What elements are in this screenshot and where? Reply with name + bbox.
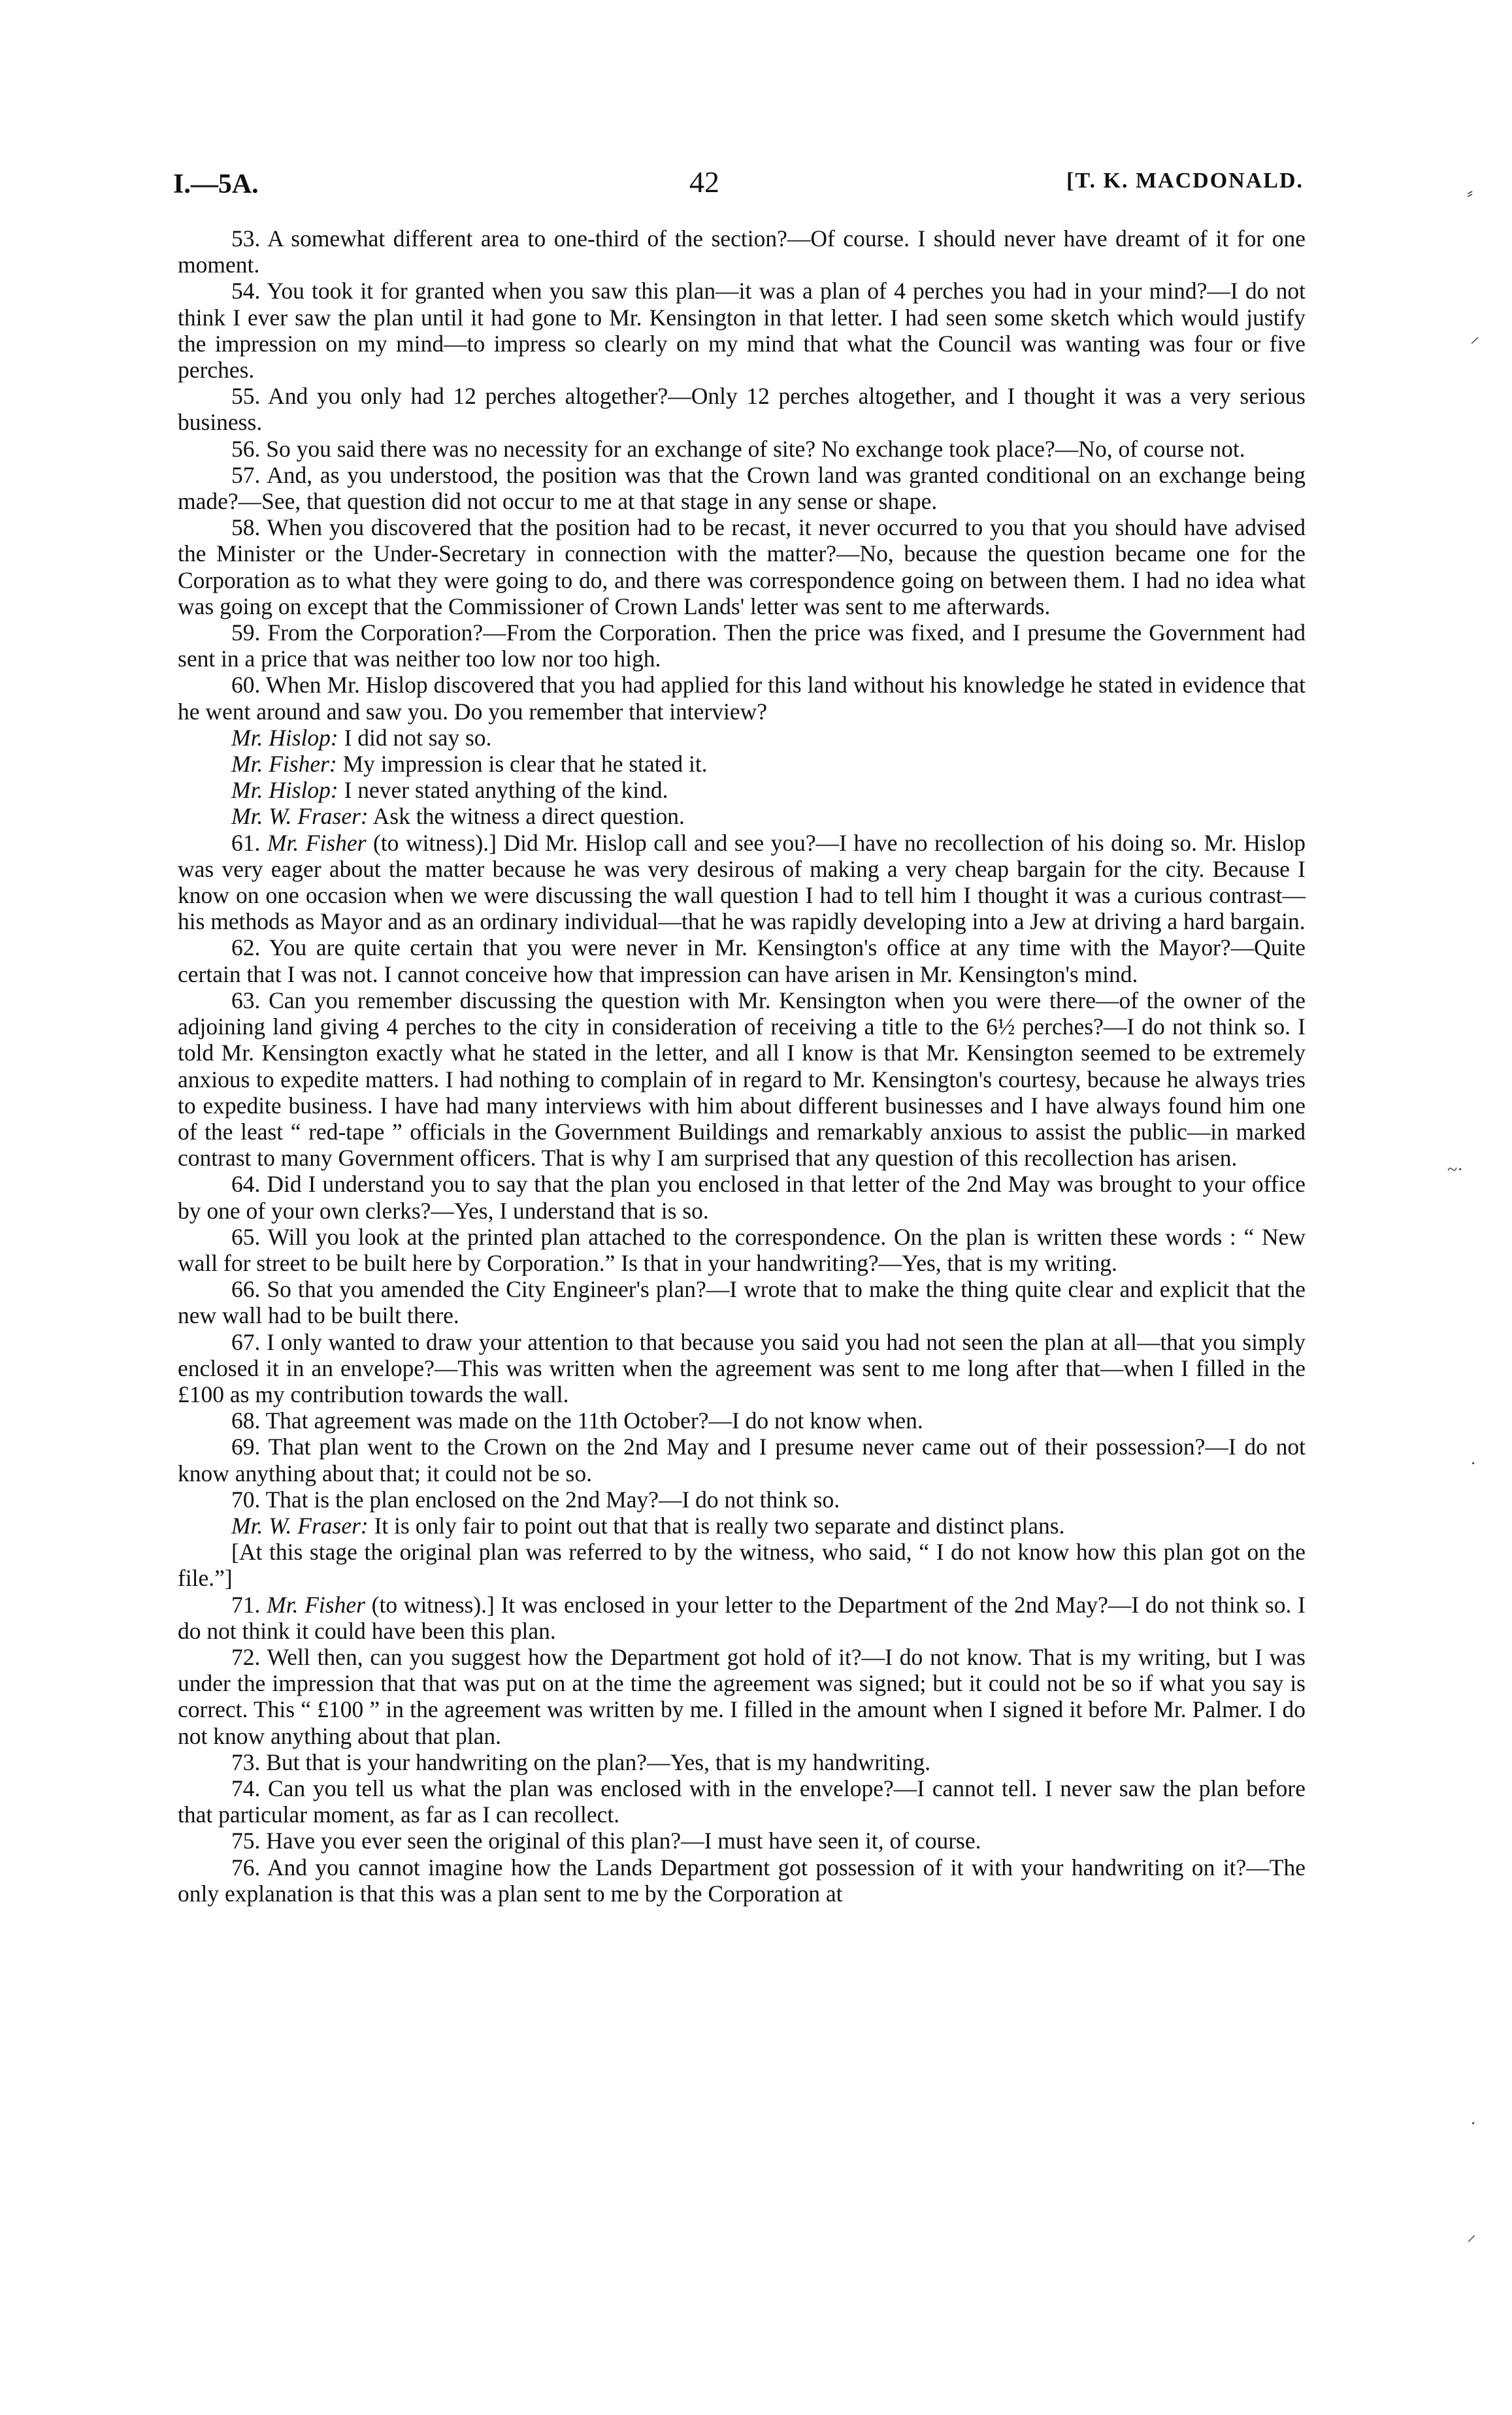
- transcript-paragraph: [178, 514, 1306, 619]
- transcript-paragraph: [178, 1854, 1306, 1907]
- paragraph-text: 73. But that is your handwriting on the plan?—Yes, that is my handwriting.: [231, 1749, 931, 1775]
- transcript-paragraph: [178, 1513, 1306, 1539]
- paragraph-text: 58. When you discovered that the position had to be recast, it never occurred to you that you should have advised the Minister or the Under-Secretary in connection with the matter?—No, because the question became one for the Corporation as to what they were going to do, and there was correspondence going on between them. I had no idea what was going on except that the Commissioner of Crown Lands' letter was sent to me afterwards.: [178, 514, 1306, 619]
- speaker-name: Mr. Fisher: [267, 829, 367, 856]
- transcript-paragraph: [178, 225, 1306, 278]
- speaker-name: Mr. Fisher: [267, 1591, 365, 1618]
- paragraph-text: I did not say so.: [344, 724, 492, 751]
- paragraph-text: 70. That is the plan enclosed on the 2nd May?—I do not think so.: [231, 1486, 840, 1513]
- paragraph-text: 75. Have you ever seen the original of this plan?—I must have seen it, of course.: [231, 1828, 981, 1854]
- transcript-paragraph: [178, 619, 1306, 672]
- transcript-paragraph: [178, 1407, 1306, 1434]
- paragraph-text: 64. Did I understand you to say that the plan you enclosed in that letter of the 2nd May was brought to your office by one of your own clerks?—Yes, I understand that is so.: [178, 1171, 1306, 1224]
- margin-mark: ~·: [1447, 1160, 1464, 1180]
- paragraph-text: 55. And you only had 12 perches altogether?—Only 12 perches altogether, and I thought it was a very serious business.: [178, 383, 1306, 436]
- paragraph-text: I never stated anything of the kind.: [344, 777, 668, 804]
- paper-reference: I.—5A.: [173, 169, 259, 199]
- paragraph-text: 65. Will you look at the printed plan attached to the correspondence. On the plan is written these words : “ New wall for street to be built here by Corporation.” Is that in your handwriting?—Yes, that is my writing.: [178, 1223, 1306, 1276]
- transcript-paragraph: [178, 1171, 1306, 1223]
- paragraph-text: 53. A somewhat different area to one-third of the section?—Of course. I should never have dreamt of it for one moment.: [178, 225, 1306, 278]
- page-header: [173, 157, 1304, 209]
- paragraph-text: 54. You took it for granted when you saw this plan—it was a plan of 4 perches you had in your mind?—I do not think I ever saw the plan until it had gone to Mr. Kensington in that letter. I had seen some sketch which would justify the impression on my mind—to impress so clearly on my mind that what the Council was wanting was four or five perches.: [178, 278, 1306, 384]
- paragraph-text: 59. From the Corporation?—From the Corporation. Then the price was fixed, and I presume the Government had sent in a price that was neither too low nor too high.: [178, 619, 1306, 672]
- transcript-paragraph: [178, 462, 1306, 514]
- paragraph-text: 56. So you said there was no necessity for an exchange of site? No exchange took place?—No, of course not.: [231, 435, 1245, 462]
- transcript-paragraph: [178, 1487, 1306, 1513]
- transcript-paragraph: [178, 1644, 1306, 1749]
- paragraph-text: 69. That plan went to the Crown on the 2nd May and I presume never came out of their possession?—I do not know anything about that; it could not be so.: [178, 1434, 1306, 1487]
- speaker-name: Mr. Fisher:: [231, 751, 337, 778]
- paragraph-text: 67. I only wanted to draw your attention to that because you said you had not seen the plan at all—that you simply enclosed it in an envelope?—This was written when the agreement was sent to me long after that—when I filled in the £100 as my contribution towards the wall.: [178, 1328, 1306, 1407]
- transcript-paragraph: [178, 803, 1306, 829]
- question-number: 61.: [231, 829, 267, 856]
- transcript-paragraph: [178, 1539, 1306, 1591]
- transcript-paragraph: [178, 1224, 1306, 1276]
- paragraph-text: (to witness).] It was enclosed in your letter to the Department of the 2nd May?—I do not think so. I do not think it could have been this plan.: [178, 1591, 1306, 1644]
- transcript-paragraph: [178, 1828, 1306, 1854]
- paragraph-text: 66. So that you amended the City Engineer's plan?—I wrote that to make the thing quite clear and explicit that the new wall had to be built there.: [178, 1276, 1306, 1329]
- question-number: 71.: [231, 1591, 267, 1618]
- transcript-paragraph: [178, 383, 1306, 435]
- transcript-paragraph: [178, 934, 1306, 987]
- paragraph-text: Ask the witness a direct question.: [372, 803, 685, 830]
- witness-name: [T. K. MACDONALD.: [1066, 169, 1304, 193]
- paragraph-text: [At this stage the original plan was referred to by the witness, who said, “ I do not know how this plan got on the file.”]: [178, 1539, 1306, 1592]
- transcript-paragraph: [178, 725, 1306, 751]
- transcript-body: [178, 225, 1306, 1907]
- transcript-paragraph: [178, 751, 1306, 777]
- speaker-name: Mr. W. Fraser:: [231, 1512, 369, 1539]
- speaker-name: Mr. W. Fraser:: [231, 803, 369, 830]
- paragraph-text: 76. And you cannot imagine how the Lands Department got possession of it with your handwriting on it?—The only explanation is that this was a plan sent to me by the Corporation at: [178, 1854, 1306, 1907]
- margin-mark: ·: [1470, 2114, 1477, 2134]
- transcript-paragraph: [178, 1592, 1306, 1644]
- paragraph-text: It is only fair to point out that that is really two separate and distinct plans.: [374, 1512, 1065, 1539]
- transcript-paragraph: [178, 1434, 1306, 1486]
- transcript-paragraph: [178, 777, 1306, 803]
- margin-mark: ⸝: [1467, 2225, 1477, 2245]
- paragraph-text: 60. When Mr. Hislop discovered that you had applied for this land without his knowledge he stated in evidence that he went around and saw you. Do you remember that interview?: [178, 672, 1306, 725]
- page-number: 42: [689, 165, 719, 199]
- paragraph-text: My impression is clear that he stated it.: [342, 751, 708, 778]
- transcript-paragraph: [178, 436, 1306, 462]
- transcript-paragraph: [178, 1775, 1306, 1828]
- transcript-paragraph: [178, 672, 1306, 724]
- paragraph-text: 74. Can you tell us what the plan was enclosed with in the envelope?—I cannot tell. I never saw the plan before that particular moment, as far as I can recollect.: [178, 1775, 1306, 1828]
- speaker-name: Mr. Hislop:: [231, 724, 338, 751]
- paragraph-text: 72. Well then, can you suggest how the Department got hold of it?—I do not know. That is my writing, but I was under the impression that that was put on at the time the agreement was signed; but it could not be so if what you say is correct. This “ £100 ” in the agreement was written by me. I filled in the amount when I signed it before Mr. Palmer. I do not know anything about that plan.: [178, 1643, 1306, 1749]
- transcript-paragraph: [178, 1329, 1306, 1408]
- speaker-name: Mr. Hislop:: [231, 777, 338, 804]
- paragraph-text: 68. That agreement was made on the 11th October?—I do not know when.: [231, 1407, 923, 1434]
- margin-mark: ⸝: [1470, 327, 1480, 347]
- transcript-paragraph: [178, 987, 1306, 1171]
- transcript-paragraph: [178, 1749, 1306, 1775]
- margin-mark: ⸗: [1467, 183, 1473, 203]
- transcript-paragraph: [178, 278, 1306, 383]
- transcript-paragraph: [178, 830, 1306, 935]
- margin-mark: ·: [1470, 1454, 1477, 1474]
- paragraph-text: 63. Can you remember discussing the question with Mr. Kensington when you were there—of the owner of the adjoining land giving 4 perches to the city in consideration of receiving a title to the 6½ perches?—I do not think so. I told Mr. Kensington exactly what he stated in the letter, and all I know is that Mr. Kensington seemed to be extremely anxious to expedite matters. I had nothing to complain of in regard to Mr. Kensington's courtesy, because he always tries to expedite business. I have had many interviews with him about different businesses and I have always found him one of the least “ red-tape ” officials in the Government Buildings and remarkably anxious to assist the public—in marked contrast to many Government officers. That is why I am surprised that any question of this recollection has arisen.: [178, 987, 1306, 1172]
- paragraph-text: 57. And, as you understood, the position was that the Crown land was granted conditional on an exchange being made?—See, that question did not occur to me at that stage in any sense or shape.: [178, 461, 1306, 515]
- transcript-paragraph: [178, 1276, 1306, 1328]
- paragraph-text: (to witness).] Did Mr. Hislop call and see you?—I have no recollection of his doing so. Mr. Hislop was very eager about the matter because he was very desirous of making a very cheap bargain for the city. Because I know on one occasion when we were discussing the wall question I had to tell him I thought it was a curious contrast—his methods as Mayor and as an ordinary individual—that he was rapidly developing into a Jew at driving a hard bargain.: [178, 829, 1306, 935]
- paragraph-text: 62. You are quite certain that you were never in Mr. Kensington's office at any time with the Mayor?—Quite certain that I was not. I cannot conceive how that impression can have arisen in Mr. Kensington's mind.: [178, 934, 1306, 987]
